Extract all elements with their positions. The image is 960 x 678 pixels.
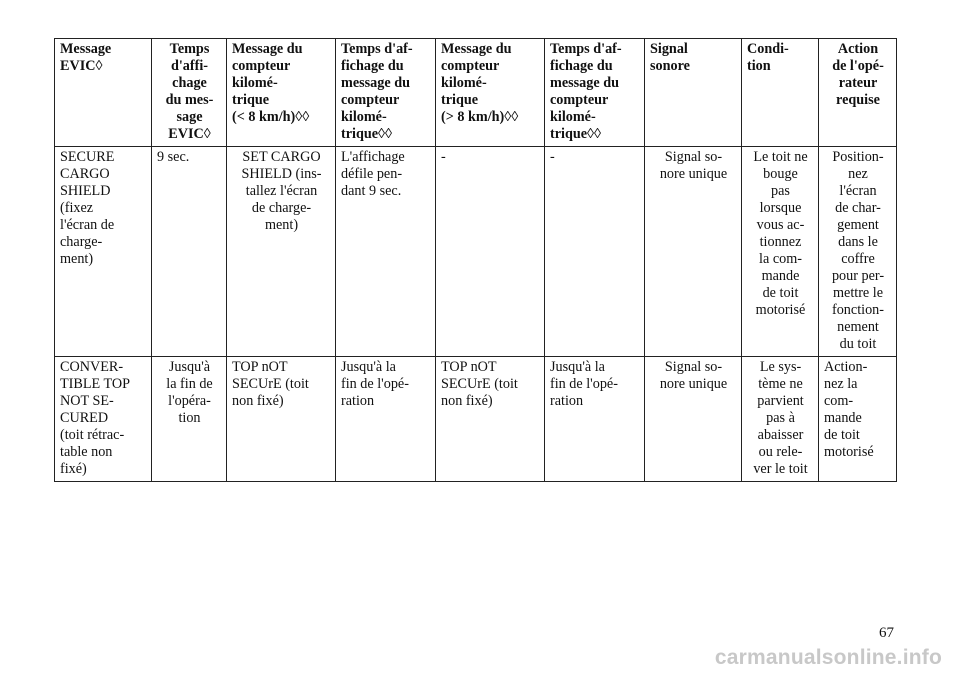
table-cell: L'affichage défile pen- dant 9 sec. (336, 147, 436, 357)
table-cell: CONVER- TIBLE TOP NOT SE- CURED (toit rétrac- table non fixé) (55, 357, 152, 482)
evic-message-table (54, 38, 897, 482)
page-number: 67 (879, 625, 894, 641)
table-cell: - (436, 147, 545, 357)
table-cell: Le toit ne bouge pas lorsque vous ac- tionnez la com- mande de toit motorisé (742, 147, 819, 357)
table-cell: Le sys- tème ne parvient pas à abaisser ou rele- ver le toit (742, 357, 819, 482)
header-odometer-message-low-speed: Message du compteur kilomé- trique (< 8 km/h)◊◊ (227, 39, 336, 147)
table-cell: Jusqu'à la fin de l'opé- ration (336, 357, 436, 482)
header-odometer-display-time-high-speed: Temps d'af- fichage du message du compteur kilomé- trique◊◊ (545, 39, 645, 147)
header-operator-action: Action de l'opé- rateur requise (819, 39, 897, 147)
table-cell: Jusqu'à la fin de l'opéra- tion (152, 357, 227, 482)
header-evic-display-time: Temps d'affi- chage du mes- sage EVIC◊ (152, 39, 227, 147)
header-odometer-message-high-speed: Message du compteur kilomé- trique (> 8 km/h)◊◊ (436, 39, 545, 147)
table-cell: - (545, 147, 645, 357)
header-evic-message: Message EVIC◊ (55, 39, 152, 147)
header-condition: Condi- tion (742, 39, 819, 147)
table-cell: Signal so- nore unique (645, 147, 742, 357)
table-cell: Position- nez l'écran de char- gement dans le coffre pour per- mettre le fonction- nement du toit (819, 147, 897, 357)
table-cell: TOP nOT SECUrE (toit non fixé) (436, 357, 545, 482)
table-cell: Signal so- nore unique (645, 357, 742, 482)
table-cell: Action- nez la com- mande de toit motorisé (819, 357, 897, 482)
watermark-text: carmanualsonline.info (714, 646, 942, 669)
table-header-row (55, 39, 897, 147)
table-row (55, 147, 897, 357)
table-cell: TOP nOT SECUrE (toit non fixé) (227, 357, 336, 482)
table-cell: Jusqu'à la fin de l'opé- ration (545, 357, 645, 482)
table-cell: SET CARGO SHIELD (ins- tallez l'écran de charge- ment) (227, 147, 336, 357)
table-cell: 9 sec. (152, 147, 227, 357)
table-cell: SECURE CARGO SHIELD (fixez l'écran de charge- ment) (55, 147, 152, 357)
table-row (55, 357, 897, 482)
header-odometer-display-time-low-speed: Temps d'af- fichage du message du compteur kilomé- trique◊◊ (336, 39, 436, 147)
header-audible-signal: Signal sonore (645, 39, 742, 147)
